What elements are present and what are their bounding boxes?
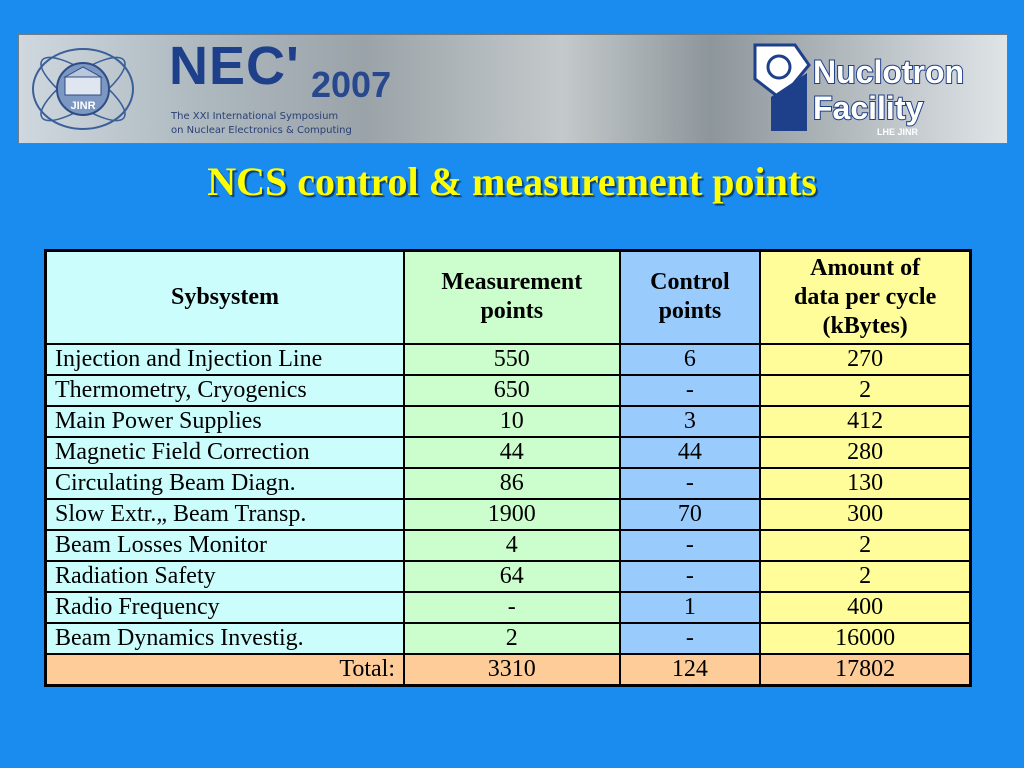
table-row [46, 375, 971, 406]
header-amount: Amount of data per cycle (kBytes) [760, 251, 970, 344]
header-banner [18, 34, 1008, 144]
cell-subsystem: Radiation Safety [46, 561, 405, 592]
cell-amount: 300 [760, 499, 970, 530]
cell-control: - [620, 623, 761, 654]
cell-control: 70 [620, 499, 761, 530]
cell-subsystem: Radio Frequency [46, 592, 405, 623]
cell-subsystem: Main Power Supplies [46, 406, 405, 437]
cell-measurement: 44 [404, 437, 620, 468]
table-row [46, 499, 971, 530]
cell-control: 1 [620, 592, 761, 623]
jinr-logo-icon [25, 41, 141, 137]
ncs-points-table [44, 249, 972, 687]
header-control: Control points [620, 251, 761, 344]
nec-year: 2007 [311, 64, 392, 105]
cell-measurement: 10 [404, 406, 620, 437]
cell-control: 44 [620, 437, 761, 468]
cell-amount: 130 [760, 468, 970, 499]
cell-measurement: 550 [404, 344, 620, 375]
table-header-row [46, 251, 971, 344]
symposium-line-2: on Nuclear Electronics & Computing [171, 125, 352, 136]
table-row [46, 592, 971, 623]
cell-subsystem: Beam Losses Monitor [46, 530, 405, 561]
table-row [46, 623, 971, 654]
cell-control: 3 [620, 406, 761, 437]
cell-amount: 270 [760, 344, 970, 375]
cell-control: 6 [620, 344, 761, 375]
total-label: Total: [46, 654, 405, 686]
nec-title: NEC' [169, 36, 300, 96]
svg-text:Nuclotron: Nuclotron [813, 54, 965, 90]
cell-control: - [620, 375, 761, 406]
total-control: 124 [620, 654, 761, 686]
table-row [46, 468, 971, 499]
cell-amount: 400 [760, 592, 970, 623]
cell-measurement: 650 [404, 375, 620, 406]
table-row [46, 530, 971, 561]
svg-text:Facility: Facility [813, 90, 924, 126]
cell-subsystem: Circulating Beam Diagn. [46, 468, 405, 499]
table-row [46, 437, 971, 468]
cell-control: - [620, 561, 761, 592]
svg-text:LHE JINR: LHE JINR [877, 127, 919, 137]
total-measurement: 3310 [404, 654, 620, 686]
header-measurement: Measurement points [404, 251, 620, 344]
cell-amount: 280 [760, 437, 970, 468]
table-row [46, 561, 971, 592]
cell-subsystem: Thermometry, Cryogenics [46, 375, 405, 406]
cell-amount: 2 [760, 561, 970, 592]
cell-measurement: 1900 [404, 499, 620, 530]
header-subsystem: Sybsystem [46, 251, 405, 344]
slide-title: NCS control & measurement points [207, 159, 817, 204]
svg-text:JINR: JINR [70, 100, 96, 112]
cell-subsystem: Magnetic Field Correction [46, 437, 405, 468]
cell-control: - [620, 468, 761, 499]
cell-control: - [620, 530, 761, 561]
cell-measurement: 86 [404, 468, 620, 499]
table-row [46, 406, 971, 437]
total-amount: 17802 [760, 654, 970, 686]
cell-measurement: - [404, 592, 620, 623]
cell-subsystem: Slow Extr.„ Beam Transp. [46, 499, 405, 530]
cell-amount: 2 [760, 375, 970, 406]
cell-amount: 412 [760, 406, 970, 437]
cell-measurement: 64 [404, 561, 620, 592]
nuclotron-logo-icon [747, 39, 1007, 139]
symposium-line-1: The XXI International Symposium [171, 111, 339, 122]
table-total-row [46, 654, 971, 686]
cell-amount: 16000 [760, 623, 970, 654]
cell-measurement: 2 [404, 623, 620, 654]
cell-subsystem: Injection and Injection Line [46, 344, 405, 375]
cell-measurement: 4 [404, 530, 620, 561]
table-row [46, 344, 971, 375]
cell-subsystem: Beam Dynamics Investig. [46, 623, 405, 654]
cell-amount: 2 [760, 530, 970, 561]
